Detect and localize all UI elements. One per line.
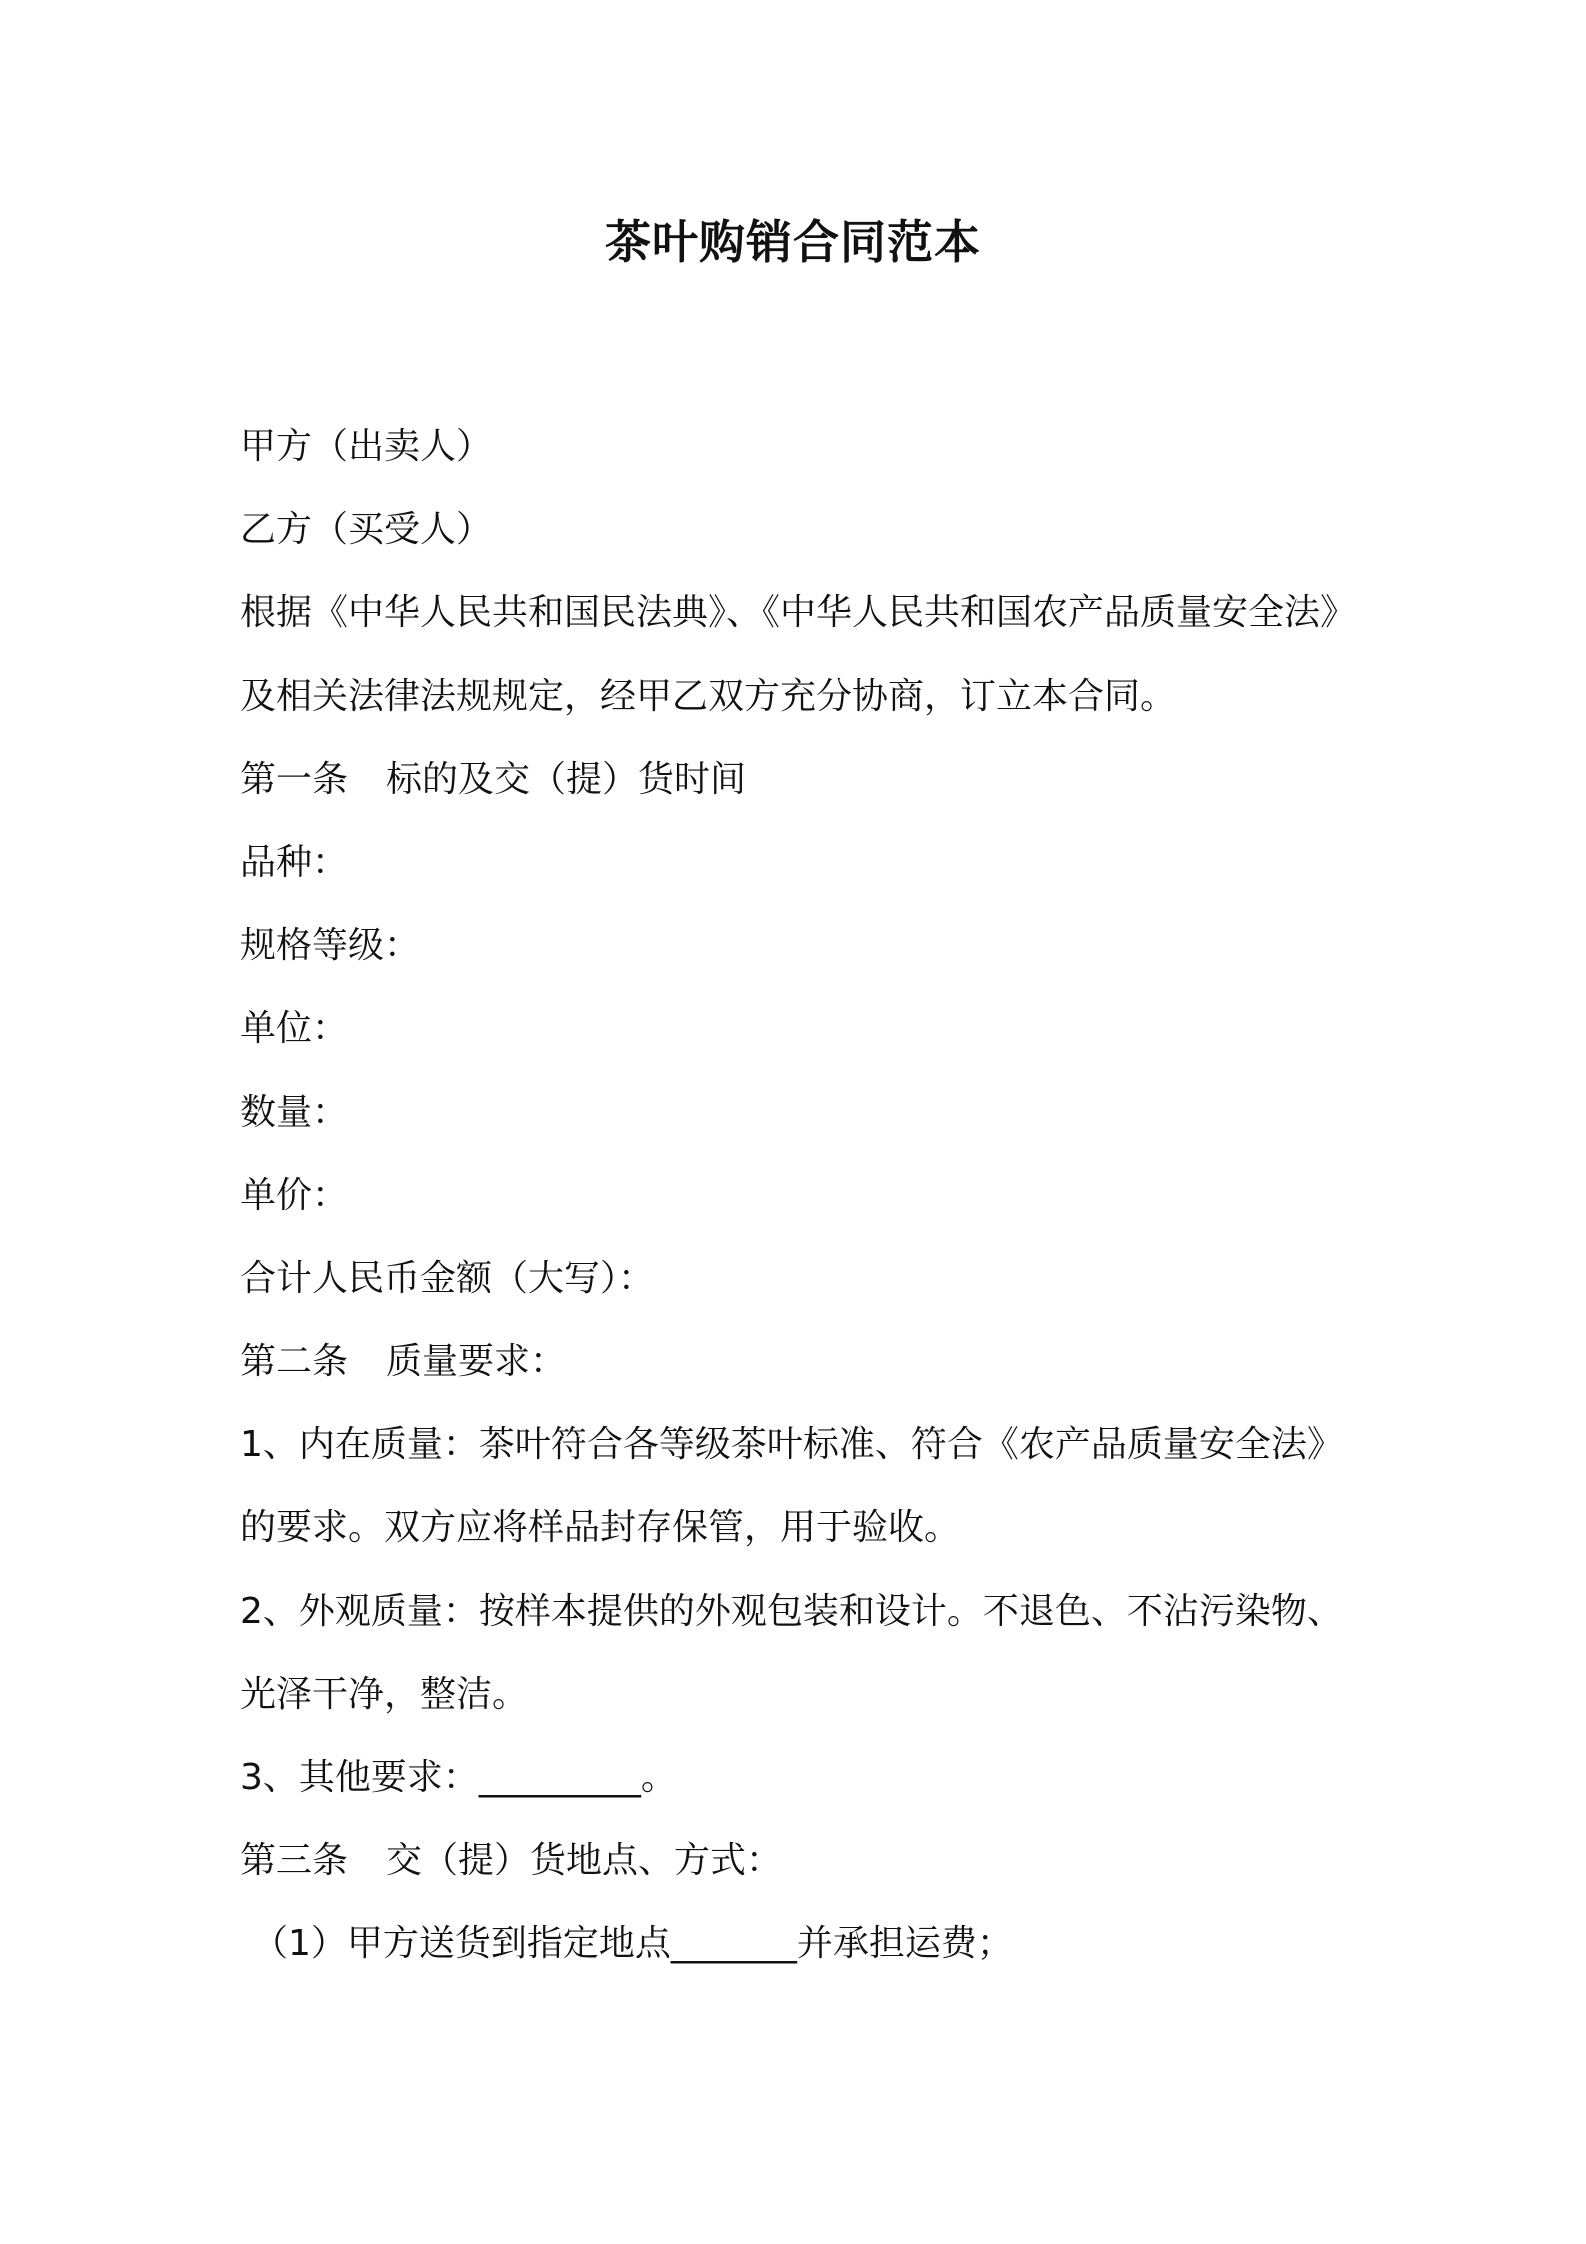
article-2-heading xyxy=(240,1320,1380,1403)
field-quantity: 数量： xyxy=(240,1091,349,1133)
preamble-line-1: 根据《中华人民共和国民法典》、《中华人民共和国农产品质量安全法》 xyxy=(240,592,1357,634)
quality-item-1-line-1: 1、内在质量：茶叶符合各等级茶叶标准、符合《农产品质量安全法》 xyxy=(240,1424,1343,1466)
field-total-amount: 合计人民币金额（大写）： xyxy=(240,1257,655,1299)
quality-item-2-line-1: 2、外观质量：按样本提供的外观包装和设计。不退色、不沾污染物、 xyxy=(240,1590,1343,1632)
article-1-title: 标的及交（提）货时间 xyxy=(386,758,747,800)
party-b-line: 乙方（买受人） xyxy=(240,509,493,551)
field-unit-price: 单价： xyxy=(240,1174,349,1216)
article-2-number: 第二条 xyxy=(240,1341,349,1383)
field-spec-grade: 规格等级： xyxy=(240,925,421,967)
article-3-number: 第三条 xyxy=(240,1840,349,1882)
article-3-heading xyxy=(240,1819,1380,1902)
preamble-line-2: 及相关法律法规规定，经甲乙双方充分协商，订立本合同。 xyxy=(240,675,1177,717)
article-3-title: 交（提）货地点、方式： xyxy=(386,1840,783,1882)
field-unit: 单位： xyxy=(240,1008,349,1050)
quality-item-3: 3、其他要求：_________。 xyxy=(240,1757,677,1798)
article-1-heading xyxy=(240,738,1380,821)
document-title: 茶叶购销合同范本 xyxy=(605,215,981,269)
article-2-title: 质量要求： xyxy=(386,1341,567,1383)
article-1-number: 第一条 xyxy=(240,758,349,800)
contract-body xyxy=(240,405,1380,1986)
quality-item-1-line-2: 的要求。双方应将样品封存保管，用于验收。 xyxy=(240,1507,961,1549)
delivery-option-1: （1）甲方送货到指定地点_______并承担运费； xyxy=(252,1923,1013,1965)
party-a-line: 甲方（出卖人） xyxy=(240,426,493,467)
field-variety: 品种： xyxy=(240,841,349,883)
quality-item-2-line-2: 光泽干净，整洁。 xyxy=(240,1673,529,1715)
